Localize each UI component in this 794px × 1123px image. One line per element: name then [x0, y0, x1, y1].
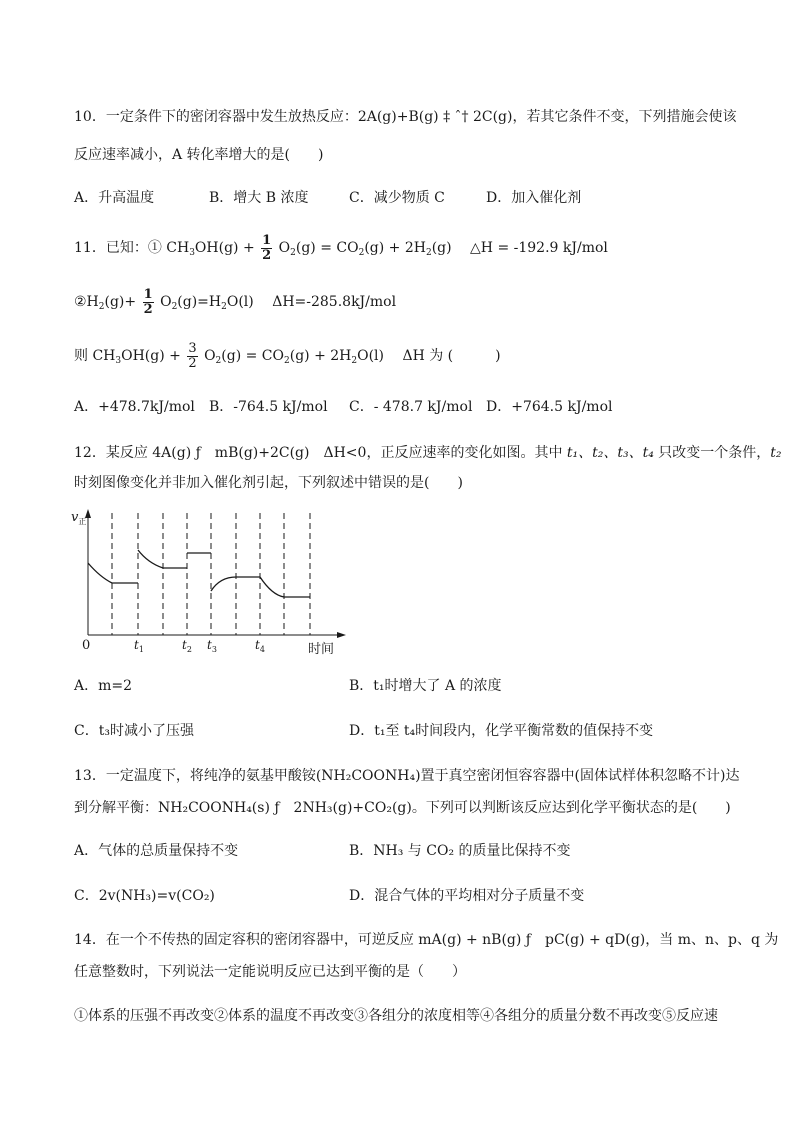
q11-option-d: D．+764.5 kJ/mol — [486, 399, 613, 415]
q13-option-b: B．NH₃ 与 CO₂ 的质量比保持不变 — [349, 843, 571, 859]
y-axis-label: $v_正$ — [71, 510, 87, 526]
q11-option-b: B．-764.5 kJ/mol — [209, 399, 328, 415]
q11-equation-1: 11．已知：① $CH_3OH(g)$ + $\frac{1}{2}$ $O_2(g) = CO_2(g) + 2H_2(g)$ △H = -192.9 kJ/mol — [74, 232, 608, 263]
q11-option-a: A．+478.7kJ/mol — [74, 399, 195, 415]
q12-option-a: A．m=2 — [74, 678, 133, 694]
q13-option-a: A．气体的总质量保持不变 — [74, 843, 239, 859]
q11-equation-3: 则 $CH_3OH(g)$ + $\frac{3}{2}$ $O_2(g) = CO_2(g) + 2H_2O(l)$ ΔH 为 ( ) — [74, 340, 501, 371]
q10-option-c: C．减少物质 C — [349, 190, 445, 206]
q11-equation-2: $②H_2(g)+$ $\frac{1}{2}$ $O_2(g)=H_2O(l)$ ΔH=-285.8kJ/mol — [74, 286, 397, 317]
q10-stem-line2: 反应速率减小，A 转化率增大的是( ) — [74, 147, 324, 163]
origin-label: 0 — [82, 638, 91, 653]
q12-stem-line2: 时刻图像变化并非加入催化剂引起，下列叙述中错误的是( ) — [74, 475, 463, 491]
rate-time-graph — [68, 505, 358, 657]
fraction-three-halves: $\frac{3}{2}$ — [188, 340, 197, 371]
q10-option-d: D．加入催化剂 — [486, 190, 582, 206]
q14-stem-line2: 任意整数时，下列说法一定能说明反应已达到平衡的是（ ） — [74, 964, 466, 980]
q12-option-b: B．t₁时增大了 A 的浓度 — [349, 678, 502, 694]
tick-t2: $t_2$ — [182, 638, 192, 654]
q14-stem-line1: 14．在一个不传热的固定容积的密闭容器中，可逆反应 mA(g) + nB(g) ƒ pC(g) + qD(g)，当 m、n、p、q 为 — [74, 932, 779, 948]
q11-option-c: C．- 478.7 kJ/mol — [349, 399, 473, 415]
tick-t3: $t_3$ — [207, 638, 217, 654]
q13-option-c: C．2v(NH₃)=v(CO₂) — [74, 888, 215, 904]
q12-option-c: C．t₃时减小了压强 — [74, 723, 194, 739]
x-axis-arrow — [337, 632, 346, 638]
tick-t1: $t_1$ — [134, 638, 144, 654]
q12-stem-line1: 12．某反应 4A(g) ƒ mB(g)+2C(g) ΔH<0，正反应速率的变化如图。其中 t₁、t₂、t₃、t₄ 只改变一个条件，t₂ — [74, 445, 782, 461]
q10-option-b: B．增大 B 浓度 — [209, 190, 309, 206]
tick-t4: $t_4$ — [255, 638, 265, 654]
q13-stem-line2: 到分解平衡：NH₂COONH₄(s) ƒ 2NH₃(g)+CO₂(g)。下列可以判断该反应达到化学平衡状态的是( ) — [74, 800, 731, 816]
x-axis-label: 时间 — [308, 642, 335, 657]
q10-option-a: A．升高温度 — [74, 190, 155, 206]
q13-option-d: D．混合气体的平均相对分子质量不变 — [349, 888, 585, 904]
q12-option-d: D．t₁至 t₄时间段内，化学平衡常数的值保持不变 — [349, 723, 654, 739]
rate-curve — [88, 550, 310, 597]
fraction-one-half: $\frac{1}{2}$ — [143, 286, 153, 317]
q13-stem-line1: 13．一定温度下，将纯净的氨基甲酸铵(NH₂COONH₄)置于真空密闭恒容容器中(固体试样体积忽略不计)达 — [74, 768, 740, 784]
dashed-time-markers — [112, 513, 310, 635]
fraction-one-half: $\frac{1}{2}$ — [262, 232, 272, 263]
q14-stem-line3: ①体系的压强不再改变②体系的温度不再改变③各组分的浓度相等④各组分的质量分数不再改变⑤反应速 — [74, 1008, 718, 1024]
q10-stem-line1: 10．一定条件下的密闭容器中发生放热反应：2A(g)+B(g) ‡ ˆ† 2C(g)，若其它条件不变，下列措施会使该 — [74, 109, 737, 125]
